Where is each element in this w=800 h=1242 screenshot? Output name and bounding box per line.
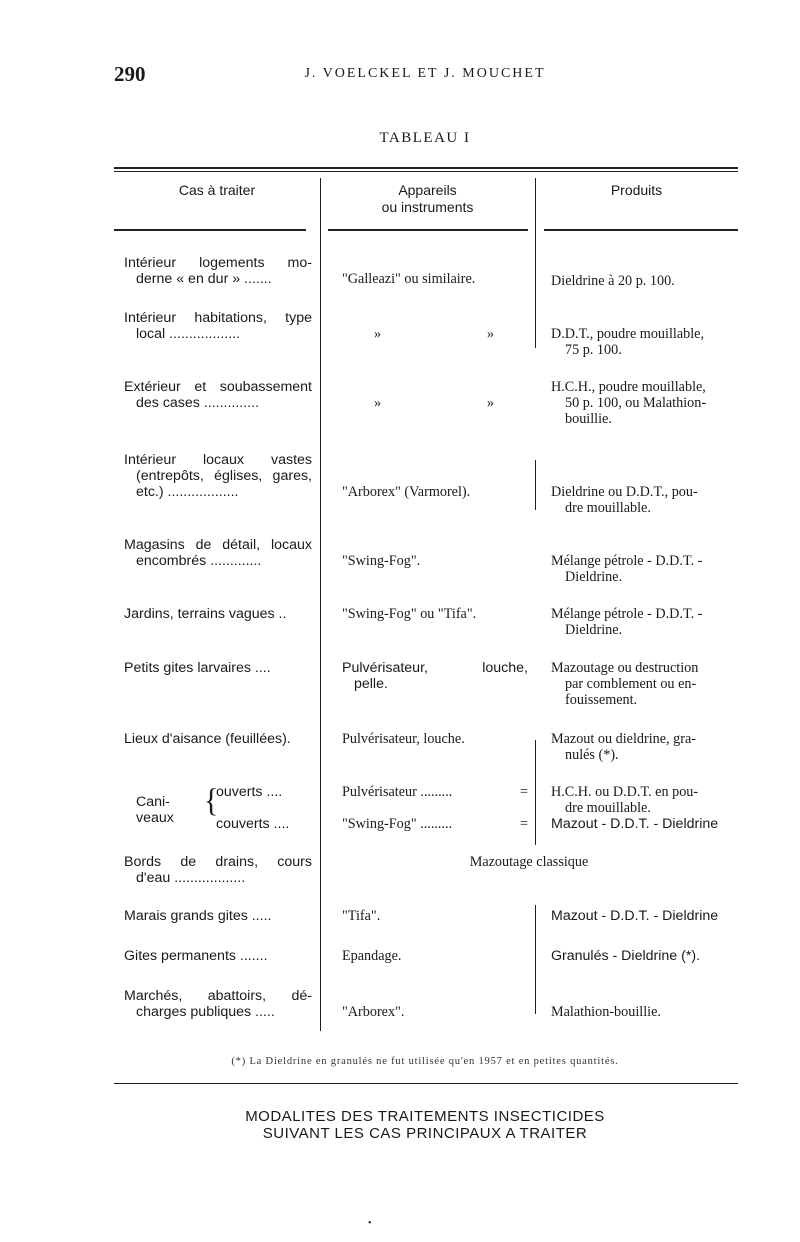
- row-case-line: Bords de drains, cours: [124, 854, 312, 870]
- row-apparatus-line: "Swing-Fog" .........: [342, 816, 453, 832]
- row-apparatus: "Swing-Fog".: [342, 553, 421, 569]
- row-product-line: Mazout ou dieldrine, gra-: [551, 731, 696, 747]
- row-case-line: encombrés .............: [136, 553, 262, 569]
- row-case-line: Intérieur habitations, type: [124, 310, 312, 326]
- equals-mark: =: [519, 816, 528, 832]
- row-case-line: Intérieur logements mo-: [124, 255, 312, 271]
- column-divider-2-b: [535, 460, 536, 510]
- row-product-line: 50 p. 100, ou Malathion-: [565, 395, 707, 411]
- row-apparatus: Epandage.: [342, 948, 402, 964]
- column-header-produits: Produits: [610, 182, 663, 198]
- row-case-line: Intérieur locaux vastes: [124, 452, 312, 468]
- column-header-appareils: [320, 182, 535, 216]
- row-apparatus: "Swing-Fog" ou "Tifa".: [342, 606, 477, 622]
- row-product-line: dre mouillable.: [565, 500, 651, 516]
- row-apparatus-line: Pulvérisateur, louche,: [342, 660, 528, 676]
- column-header-cas: Cas à traiter: [178, 182, 256, 198]
- row-product-line: H.C.H., poudre mouillable,: [551, 379, 706, 395]
- merged-cell: Mazoutage classique: [469, 854, 589, 870]
- caption-line: SUIVANT LES CAS PRINCIPAUX A TRAITER: [262, 1125, 588, 1142]
- header-underline-2: [328, 229, 528, 231]
- row-product-line: D.D.T., poudre mouillable,: [551, 326, 705, 342]
- row-product-line: Dieldrine.: [565, 569, 623, 585]
- row-product-line: Dieldrine ou D.D.T., pou-: [551, 484, 698, 500]
- page-header: [0, 62, 800, 92]
- row-apparatus: "Galleazi" ou similaire.: [342, 271, 476, 287]
- row-product-line: Mélange pétrole - D.D.T. -: [551, 553, 703, 569]
- row-apparatus: [342, 784, 528, 800]
- row-case-line: d'eau ..................: [136, 870, 246, 886]
- row-case-line: Cani-: [136, 794, 170, 810]
- column-divider-2-c: [535, 740, 536, 845]
- row-case-sub: couverts ....: [216, 816, 290, 832]
- row-case-line: Extérieur et soubassement: [124, 379, 312, 395]
- row-case-line: des cases ..............: [136, 395, 260, 411]
- ditto-mark: »: [374, 326, 382, 342]
- column-header-appareils-l2: ou instruments: [381, 199, 474, 215]
- column-header-appareils-l1: Appareils: [398, 182, 457, 198]
- row-product-line: Dieldrine.: [565, 622, 623, 638]
- row-product-line: H.C.H. ou D.D.T. en pou-: [551, 784, 699, 800]
- table-caption: [0, 1108, 800, 1142]
- row-product-line: Mazout - D.D.T. - Dieldrine: [551, 908, 719, 924]
- caption-line: MODALITES DES TRAITEMENTS INSECTICIDES: [245, 1108, 605, 1125]
- header-underline-3: [544, 229, 738, 231]
- row-apparatus-line: Pulvérisateur .........: [342, 784, 453, 800]
- row-case-line: Petits gites larvaires ....: [124, 660, 271, 676]
- row-product-line: Mazout - D.D.T. - Dieldrine: [551, 816, 719, 832]
- row-case-line: Marchés, abattoirs, dé-: [124, 988, 312, 1004]
- treatment-table: [114, 170, 738, 1040]
- row-case-line: Magasins de détail, locaux: [124, 537, 312, 553]
- table-top-rule: [114, 167, 738, 169]
- table-title: TABLEAU I: [379, 130, 471, 146]
- row-case-line: local ..................: [136, 326, 241, 342]
- page-number: 290: [114, 62, 146, 86]
- ditto-mark: »: [486, 326, 494, 342]
- row-product-line: 75 p. 100.: [565, 342, 622, 358]
- row-product-line: Granulés - Dieldrine (*).: [551, 948, 701, 964]
- row-case-line: Lieux d'aisance (feuillées).: [124, 731, 291, 747]
- row-apparatus: [342, 816, 528, 832]
- row-apparatus: "Arborex".: [342, 1004, 405, 1020]
- row-case-line: etc.) ..................: [136, 484, 239, 500]
- row-product-line: Malathion-bouillie.: [551, 1004, 661, 1020]
- row-case-main: [136, 794, 174, 826]
- ditto-mark: »: [374, 395, 382, 411]
- row-apparatus: "Arborex" (Varmorel).: [342, 484, 471, 500]
- row-product-line: Dieldrine à 20 p. 100.: [551, 273, 675, 289]
- row-product-line: dre mouillable.: [565, 800, 651, 816]
- stray-mark: •: [368, 1218, 372, 1229]
- row-case-line: Jardins, terrains vagues ..: [124, 606, 287, 622]
- row-product-line: bouillie.: [565, 411, 612, 427]
- column-divider-2-top: [535, 178, 536, 348]
- row-product-line: fouissement.: [565, 692, 638, 708]
- brace-glyph: {: [204, 782, 219, 819]
- row-apparatus: "Tifa".: [342, 908, 381, 924]
- equals-mark: =: [519, 784, 528, 800]
- row-case-sub: ouverts ....: [216, 784, 283, 800]
- row-product-line: Mélange pétrole - D.D.T. -: [551, 606, 703, 622]
- header-underline-1: [114, 229, 306, 231]
- row-case-line: veaux: [136, 810, 174, 826]
- footnote-rule: [114, 1083, 738, 1084]
- row-case-line: Marais grands gites .....: [124, 908, 272, 924]
- row-product-line: par comblement ou en-: [565, 676, 697, 692]
- row-case-line: Gites permanents .......: [124, 948, 268, 964]
- row-apparatus-line: pelle.: [354, 676, 388, 692]
- row-apparatus: Pulvérisateur, louche.: [342, 731, 465, 747]
- row-case-line: derne « en dur » .......: [136, 271, 272, 287]
- row-product-line: Mazoutage ou destruction: [551, 660, 699, 676]
- row-case-line: (entrepôts, églises, gares,: [136, 468, 312, 484]
- ditto-mark: »: [486, 395, 494, 411]
- row-product-line: nulés (*).: [565, 747, 619, 763]
- column-divider-1: [320, 178, 321, 1031]
- footnote: (*) La Dieldrine en granulés ne fut utilisée qu'en 1957 et en petites quantités.: [231, 1056, 619, 1067]
- column-divider-2-e: [535, 906, 536, 1014]
- running-title: J. VOELCKEL ET J. MOUCHET: [304, 66, 546, 81]
- row-case-line: charges publiques .....: [136, 1004, 275, 1020]
